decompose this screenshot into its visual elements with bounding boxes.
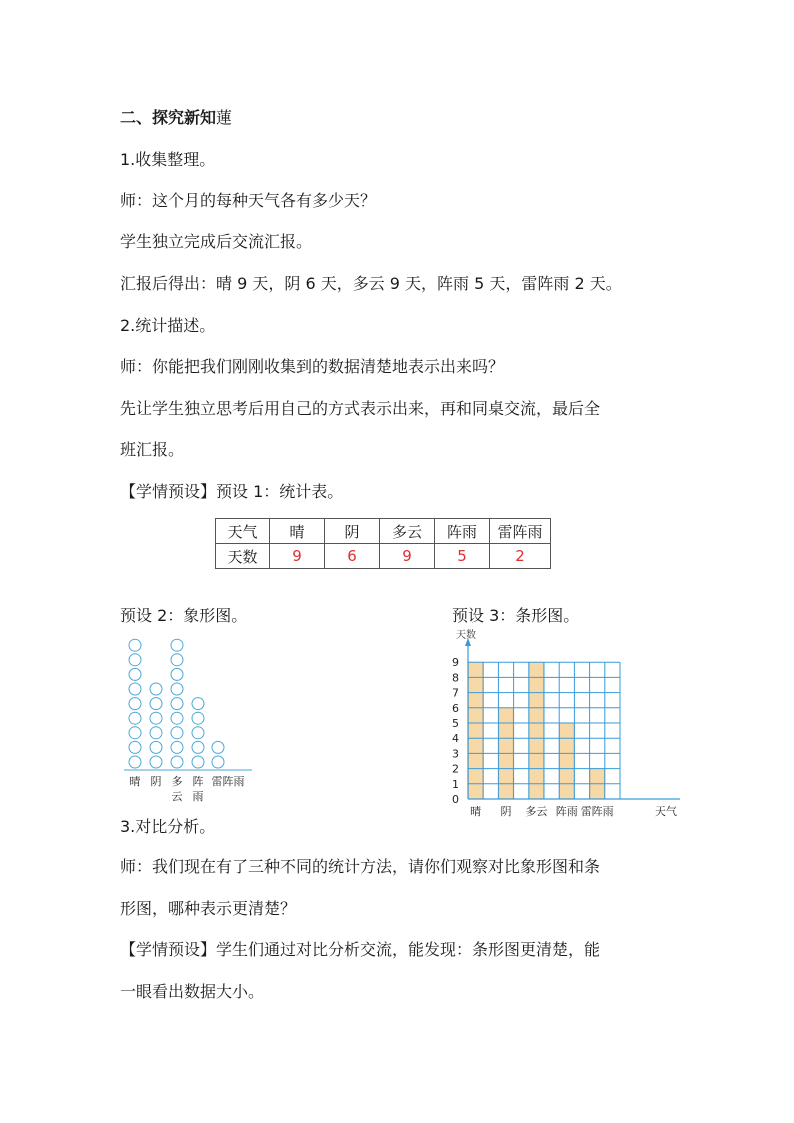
pictograph-circle [171,698,183,710]
bar [560,723,574,799]
section-heading [120,108,232,128]
teacher-question-1: 师：这个月的每种天气各有多少天？ [120,191,377,210]
pictograph-circle [171,712,183,724]
y-tick-label: 1 [452,777,459,791]
y-tick-label: 3 [452,747,459,761]
y-tick-label: 8 [452,671,459,685]
step-3-title: 3.对比分析。 [120,817,216,836]
table-header-cell: 天数 [216,544,270,569]
pictograph-label: 晴 [129,775,141,788]
section-heading-text: 二、探究新知 [120,108,217,127]
preset-2-caption: 预设 2：象形图。 [120,606,248,625]
pictograph-circle [129,727,141,739]
x-tick-label: 阵雨 [555,805,578,818]
pictograph-circle [212,756,224,768]
pictograph-label: 雷阵雨 [211,775,245,788]
pictograph-label: 阵 [192,775,204,788]
bar [529,662,543,799]
pictograph-circle [150,741,162,753]
pictograph-circle [150,756,162,768]
table-row [216,544,551,569]
pictograph-circle [171,654,183,666]
pictograph-chart [120,630,260,805]
pictograph-circle [171,741,183,753]
statistics-table [215,518,551,569]
pictograph-circle [129,712,141,724]
pictograph-circle [192,698,204,710]
table-row [216,519,551,544]
preset-3-caption: 预设 3：条形图。 [452,606,580,625]
step-2-title: 2.统计描述。 [120,316,216,335]
bar-chart [430,626,690,822]
pictograph-circle [129,654,141,666]
bar [469,662,483,799]
pictograph-circle [171,727,183,739]
pictograph-circle [192,727,204,739]
y-tick-label: 7 [452,686,459,700]
pictograph-circle [129,756,141,768]
report-result: 汇报后得出：晴 9 天，阴 6 天，多云 9 天，阵雨 5 天，雷阵雨 2 天。 [120,274,622,293]
step-1-title: 1.收集整理。 [120,150,216,169]
teacher-question-2: 师：你能把我们刚刚收集到的数据清楚地表示出来吗？ [120,357,505,376]
y-tick-label: 0 [452,793,459,806]
table-value-cell: 9 [380,544,435,569]
x-tick-label: 多云 [525,805,548,818]
pictograph-circle [129,639,141,651]
x-tick-label: 雷阵雨 [580,805,614,818]
table-value-cell: 5 [435,544,490,569]
table-category-cell: 晴 [270,519,325,544]
y-tick-label: 2 [452,762,459,776]
x-tick-label: 晴 [470,805,482,818]
section-heading-extra: 蓮 [216,108,233,127]
x-tick-label: 阴 [500,805,512,818]
preset-conclusion: 【学情预设】学生们通过对比分析交流，能发现：条形图更清楚，能 [120,940,601,959]
pictograph-label: 阴 [150,775,162,788]
paragraph-line: 班汇报。 [120,440,185,459]
pictograph-circle [150,727,162,739]
pictograph-circle [212,741,224,753]
teacher-question-3: 师：我们现在有了三种不同的统计方法，请你们观察对比象形图和条 [120,857,601,876]
pictograph-circle [150,712,162,724]
table-value-cell: 9 [270,544,325,569]
y-tick-label: 9 [452,656,459,670]
pictograph-circle [171,683,183,695]
pictograph-circle [129,668,141,680]
pictograph-circle [171,668,183,680]
table-category-cell: 多云 [380,519,435,544]
pictograph-label: 云 [171,790,183,803]
table-category-cell: 雷阵雨 [490,519,551,544]
pictograph-circle [150,698,162,710]
pictograph-label: 雨 [192,790,204,803]
table-category-cell: 阴 [325,519,380,544]
pictograph-circle [171,639,183,651]
paragraph-line: 形图，哪种表示更清楚？ [120,899,297,918]
y-axis-label: 天数 [456,630,476,641]
pictograph-circle [192,741,204,753]
table-value-cell: 6 [325,544,380,569]
pictograph-circle [150,683,162,695]
pictograph-label: 多 [171,775,183,788]
table-header-cell: 天气 [216,519,270,544]
y-tick-label: 6 [452,701,459,715]
table-value-cell: 2 [490,544,551,569]
y-tick-label: 4 [452,732,459,746]
paragraph-line: 一眼看出数据大小。 [120,982,265,1001]
preset-1-caption: 【学情预设】预设 1：统计表。 [120,482,344,501]
table-category-cell: 阵雨 [435,519,490,544]
pictograph-circle [192,712,204,724]
pictograph-circle [129,683,141,695]
y-tick-label: 5 [452,717,459,730]
paragraph-line: 先让学生独立思考后用自己的方式表示出来，再和同桌交流，最后全 [120,399,601,418]
x-axis-label: 天气 [655,805,677,818]
pictograph-circle [192,756,204,768]
pictograph-circle [129,698,141,710]
paragraph-line: 学生独立完成后交流汇报。 [120,232,313,251]
pictograph-circle [129,741,141,753]
pictograph-circle [171,756,183,768]
